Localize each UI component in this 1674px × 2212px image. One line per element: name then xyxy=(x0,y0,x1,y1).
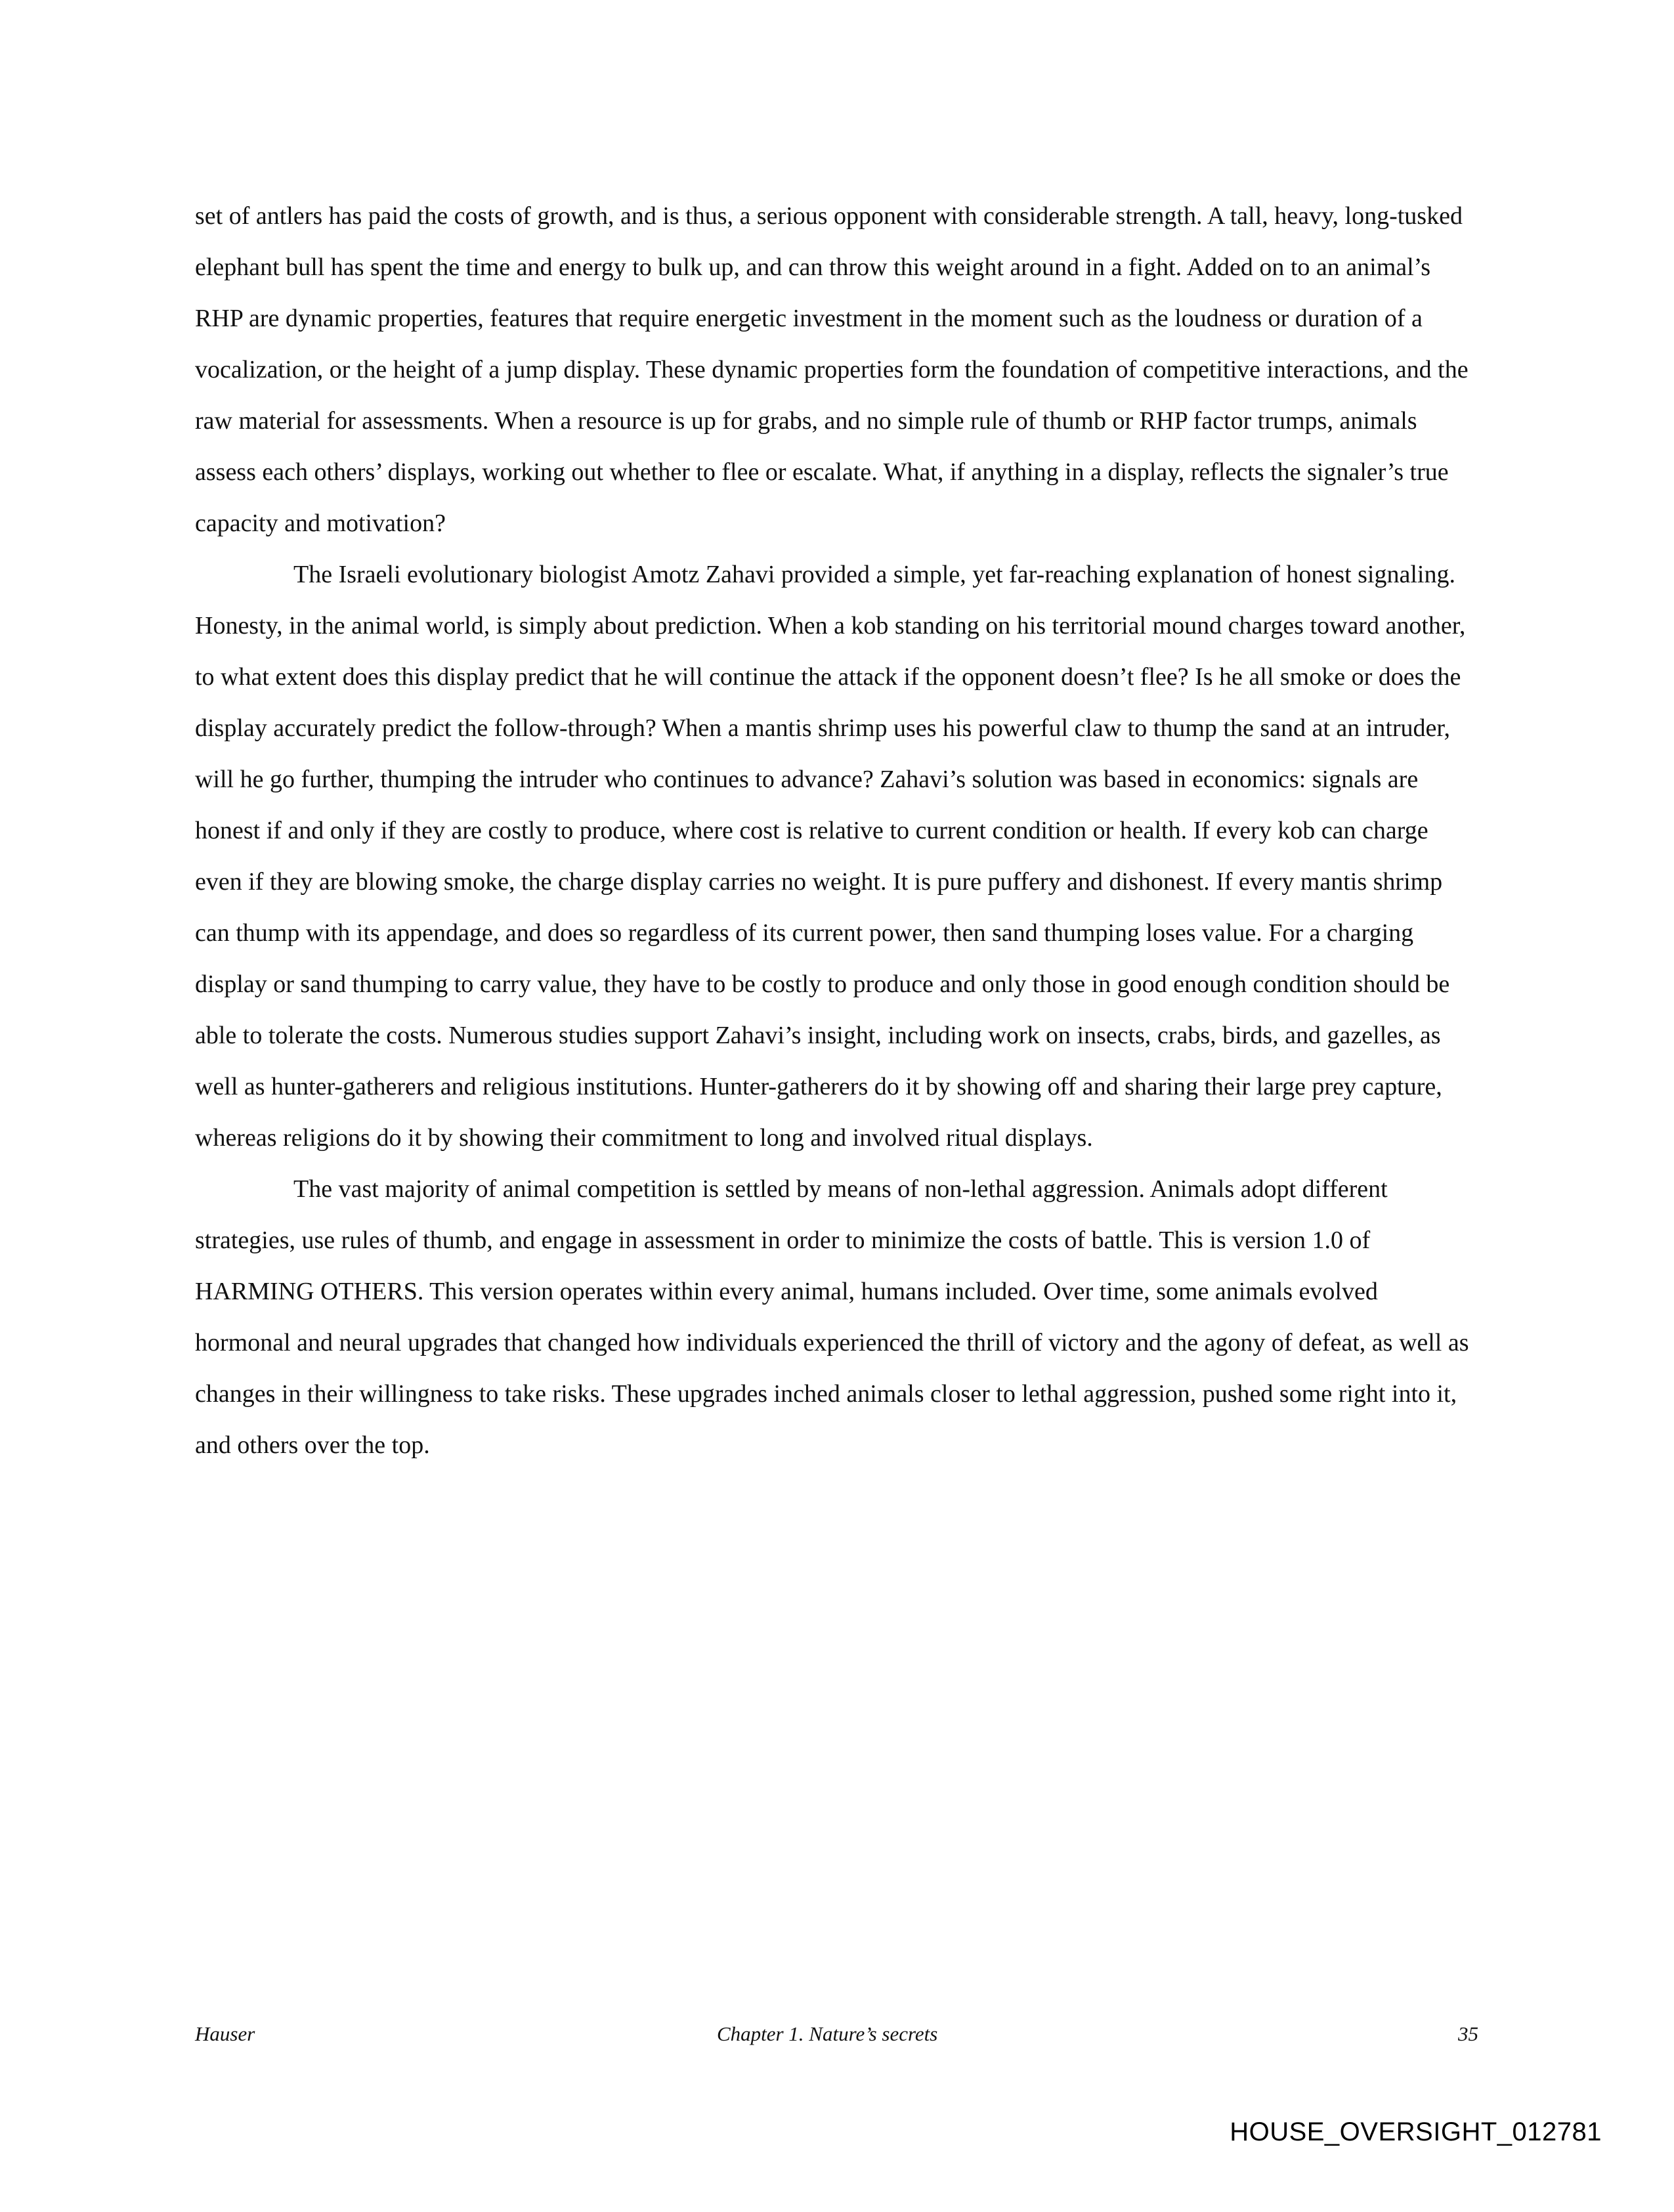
bates-stamp: HOUSE_OVERSIGHT_012781 xyxy=(1230,2117,1602,2146)
paragraph-non-lethal-aggression: The vast majority of animal competition is settled by means of non-lethal aggression. Animals adopt different strategies, use rules of thumb, and engage in assessment in order to minimize the costs of battle. This is version 1.0 of HARMING OTHERS. This version operates within every animal, humans included. Over time, some animals evolved hormonal and neural upgrades that changed how individuals experienced the thrill of victory and the agony of defeat, as well as changes in their willingness to take risks. These upgrades inched animals closer to lethal aggression, pushed some right into it, and others over the top. xyxy=(195,1175,1469,1459)
page-footer xyxy=(195,2022,1478,2046)
footer-author: Hauser xyxy=(195,2022,255,2045)
footer-chapter-title: Chapter 1. Nature’s secrets xyxy=(716,2022,938,2045)
paragraph-continuation: set of antlers has paid the costs of growth, and is thus, a serious opponent with considerable strength. A tall, heavy, long-tusked elephant bull has spent the time and energy to bulk up, and can throw this weight around in a fight. Added on to an animal’s RHP are dynamic properties, features that require energetic investment in the moment such as the loudness or duration of a vocalization, or the height of a jump display. These dynamic properties form the foundation of competitive interactions, and the raw material for assessments. When a resource is up for grabs, and no simple rule of thumb or RHP factor trumps, animals assess each others’ displays, working out whether to flee or escalate. What, if anything in a display, reflects the signaler’s true capacity and motivation? xyxy=(195,202,1469,537)
page-body-text xyxy=(195,190,1478,1471)
paragraph-honest-signaling: The Israeli evolutionary biologist Amotz Zahavi provided a simple, yet far-reaching explanation of honest signaling. Honesty, in the animal world, is simply about prediction. When a kob standing on his territorial mound charges toward another, to what extent does this display predict that he will continue the attack if the opponent doesn’t flee? Is he all smoke or does the display accurately predict the follow-through? When a mantis shrimp uses his powerful claw to thump the sand at an intruder, will he go further, thumping the intruder who continues to advance? Zahavi’s solution was based in economics: signals are honest if and only if they are costly to produce, where cost is relative to current condition or health. If every kob can charge even if they are blowing smoke, the charge display carries no weight. It is pure puffery and dishonest. If every mantis shrimp can thump with its appendage, and does so regardless of its current power, then sand thumping loses value. For a charging display or sand thumping to carry value, they have to be costly to produce and only those in good enough condition should be able to tolerate the costs. Numerous studies support Zahavi’s insight, including work on insects, crabs, birds, and gazelles, as well as hunter-gatherers and religious institutions. Hunter-gatherers do it by showing off and sharing their large prey capture, whereas religions do it by showing their commitment to long and involved ritual displays. xyxy=(195,561,1466,1152)
footer-page-number: 35 xyxy=(1458,2022,1478,2045)
